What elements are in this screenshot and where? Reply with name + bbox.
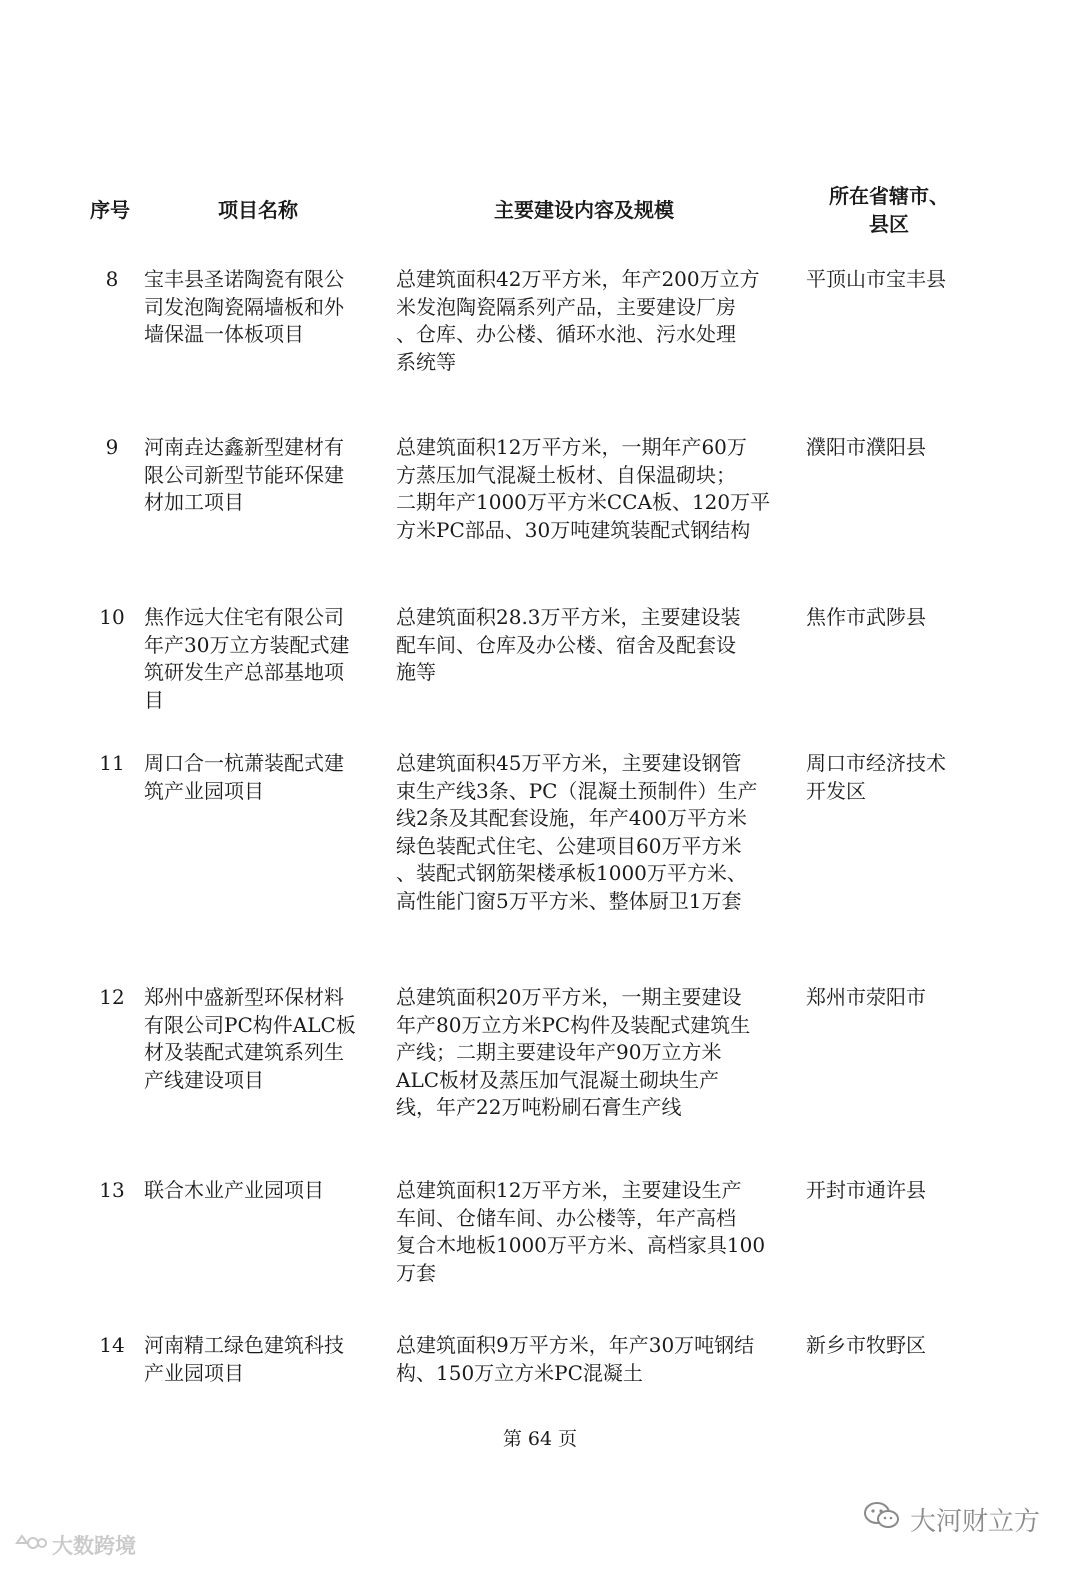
row-seq: 9 [105, 435, 119, 459]
row-content: 总建筑面积12万平方米，主要建设生产 车间、仓储车间、办公楼等，年产高档 复合木地板1000万平方米、高档家具100 万套 [396, 1178, 766, 1285]
row-name: 联合木业产业园项目 [144, 1178, 324, 1202]
row-content: 总建筑面积28.3万平方米，主要建设装 配车间、仓库及办公楼、宿舍及配套设 施等 [396, 605, 741, 684]
row-location: 新乡市牧野区 [806, 1333, 926, 1357]
watermark-right [862, 1500, 1040, 1539]
row-location: 濮阳市濮阳县 [806, 435, 926, 459]
watermark-left-text: 大数跨境 [52, 1534, 136, 1558]
row-content: 总建筑面积9万平方米，年产30万吨钢结 构、150万立方米PC混凝土 [396, 1333, 755, 1385]
row-seq: 14 [99, 1333, 125, 1357]
row-name: 周口合一杭萧装配式建 筑产业园项目 [144, 751, 344, 803]
row-name: 河南精工绿色建筑科技 产业园项目 [144, 1333, 344, 1385]
watermark-left [14, 1530, 136, 1560]
row-name: 郑州中盛新型环保材料 有限公司PC构件ALC板 材及装配式建筑系列生 产线建设项目 [144, 985, 356, 1092]
header-name: 项目名称 [218, 198, 298, 222]
row-content: 总建筑面积12万平方米，一期年产60万 方蒸压加气混凝土板材、自保温砌块； 二期年产1000万平方米CCA板、120万平 方米PC部品、30万吨建筑装配式钢结构 [396, 435, 771, 542]
row-content: 总建筑面积45万平方米，主要建设钢管 束生产线3条、PC（混凝土预制件）生产 线2条及其配套设施，年产400万平方米 绿色装配式住宅、公建项目60万平方米 、装配式钢筋架楼承板1000万平方米、 高性能门窗5万平方米、整体厨卫1万套 [396, 751, 758, 913]
row-seq: 10 [99, 605, 125, 629]
row-location: 平顶山市宝丰县 [806, 267, 946, 291]
header-seq: 序号 [90, 198, 130, 222]
row-name: 宝丰县圣诺陶瓷有限公 司发泡陶瓷隔墙板和外 墙保温一体板项目 [144, 267, 344, 346]
row-content: 总建筑面积42万平方米，年产200万立方 米发泡陶瓷隔系列产品，主要建设厂房 、仓库、办公楼、循环水池、污水处理 系统等 [396, 267, 760, 374]
row-name: 焦作远大住宅有限公司 年产30万立方装配式建 筑研发生产总部基地项 目 [144, 605, 350, 712]
header-content: 主要建设内容及规模 [494, 198, 674, 222]
watermark-right-text: 大河财立方 [910, 1507, 1041, 1537]
row-seq: 12 [99, 985, 125, 1009]
row-content: 总建筑面积20万平方米，一期主要建设 年产80万立方米PC构件及装配式建筑生 产线；二期主要建设年产90万立方米 ALC板材及蒸压加气混凝土砌块生产 线，年产22万吨粉刷石膏生产线 [396, 985, 751, 1119]
wechat-icon [862, 1500, 902, 1539]
page-number: 第 64 页 [502, 1428, 578, 1450]
header-location-line1: 所在省辖市、 [829, 184, 949, 208]
row-location: 郑州市荥阳市 [806, 985, 926, 1009]
row-seq: 13 [99, 1178, 125, 1202]
row-name: 河南垚达鑫新型建材有 限公司新型节能环保建 材加工项目 [144, 435, 344, 514]
logo-icon [14, 1532, 48, 1559]
header-location-line2: 县区 [869, 212, 909, 236]
row-location: 开封市通许县 [806, 1178, 926, 1202]
header-location [828, 182, 950, 238]
row-location: 周口市经济技术 开发区 [806, 751, 946, 803]
row-location: 焦作市武陟县 [806, 605, 926, 629]
row-seq: 8 [105, 267, 119, 291]
row-seq: 11 [99, 751, 125, 775]
